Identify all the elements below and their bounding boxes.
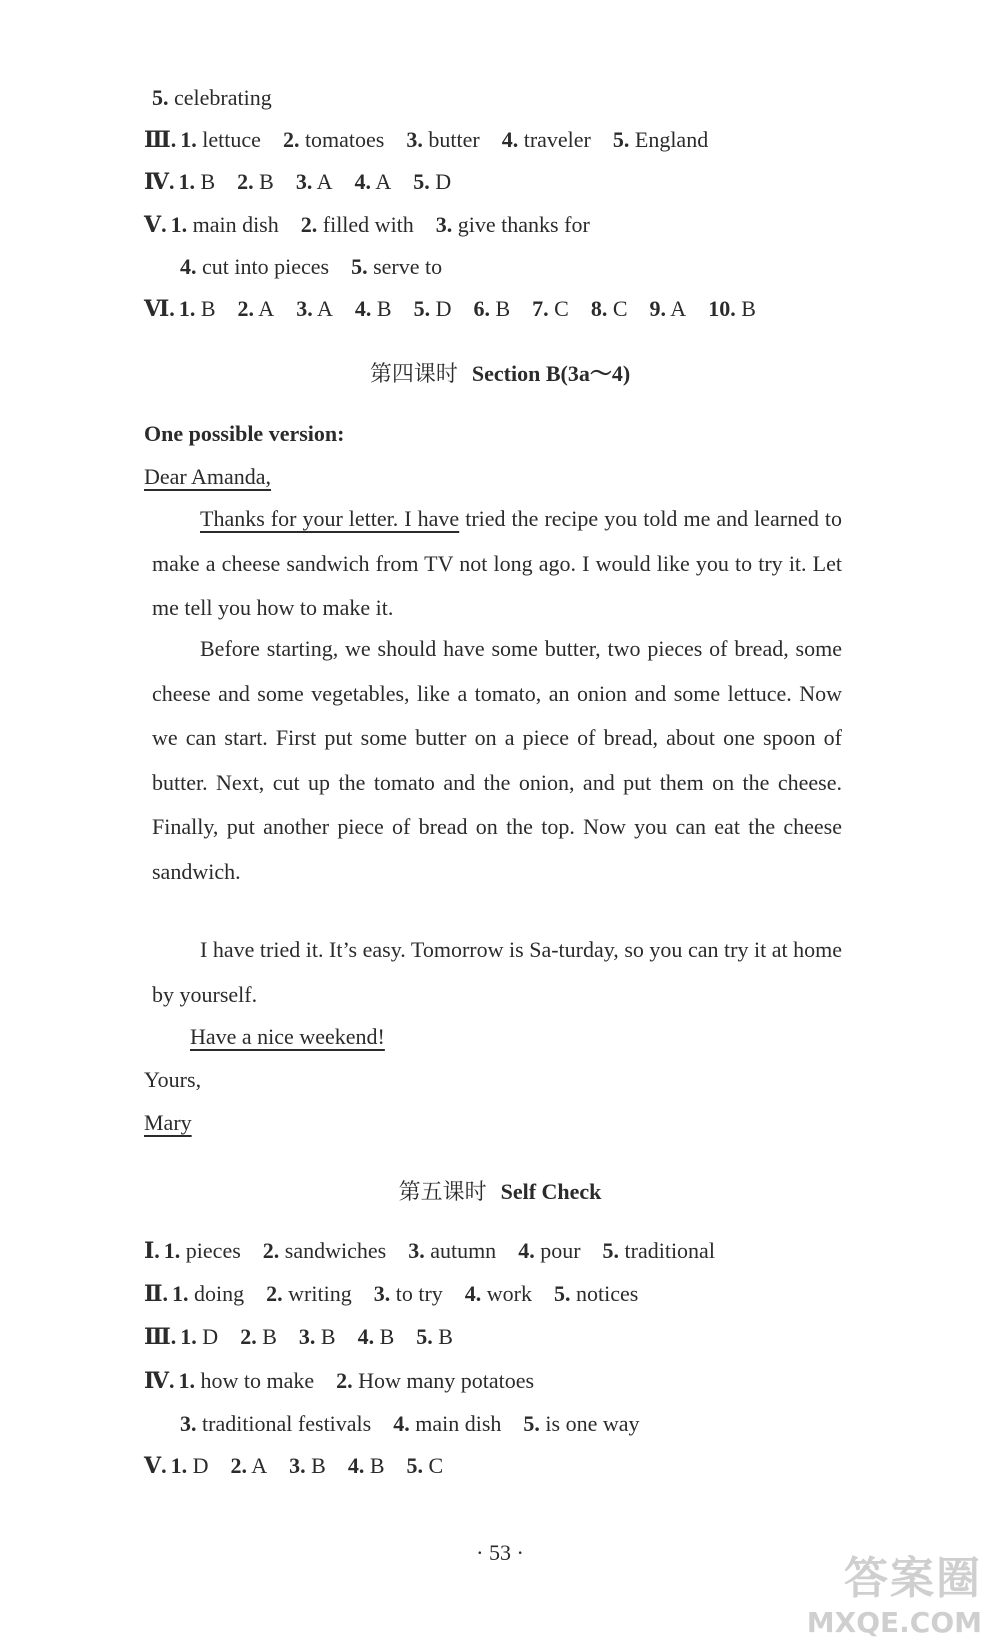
answer-item: 1. pieces <box>163 1238 241 1263</box>
answer-item: 5. traditional <box>602 1238 715 1263</box>
question-label: Ⅴ. <box>144 212 167 237</box>
answer-item: 2. filled with <box>300 212 414 237</box>
letter-paragraph-3: I have tried it. It’s easy. Tomorrow is Sa-turday, so you can try it at home by yourself. <box>152 937 842 1007</box>
answer-line <box>144 1280 638 1308</box>
answer-line <box>144 1367 534 1395</box>
page-number: · 53 · <box>476 1540 524 1565</box>
question-label: Ⅲ. <box>144 1324 177 1349</box>
answer-item: 5. England <box>612 127 709 152</box>
letter-signature: Mary <box>144 1110 192 1135</box>
question-label: Ⅲ. <box>144 127 177 152</box>
answer-item: 4. B <box>347 1453 385 1478</box>
answer-item: 7. C <box>532 296 569 321</box>
answer-item: 2. A <box>237 296 275 321</box>
answer-item: 1. B <box>178 169 216 194</box>
answer-item: 9. A <box>649 296 687 321</box>
answer-item: 3. give thanks for <box>435 212 590 237</box>
answer-item: 4. traveler <box>501 127 591 152</box>
answer-item: 8. C <box>590 296 628 321</box>
version-label: One possible version: <box>144 421 345 446</box>
answer-item: 5. B <box>416 1324 453 1349</box>
answer-line <box>152 84 272 112</box>
question-label: Ⅴ. <box>144 1453 167 1478</box>
answer-line <box>144 211 590 239</box>
answer-item: 1. how to make <box>178 1368 315 1393</box>
answer-item: 4. A <box>354 169 392 194</box>
answer-item: 1. D <box>180 1324 219 1349</box>
watermark <box>807 1542 982 1639</box>
answer-item: 5. celebrating <box>152 85 272 110</box>
answer-item: 3. traditional festivals <box>180 1411 372 1436</box>
watermark-url: MXQE.COM <box>806 1606 982 1639</box>
answer-item: 1. lettuce <box>180 127 261 152</box>
answer-item: 1. D <box>170 1453 209 1478</box>
answer-item: 5. serve to <box>351 254 443 279</box>
section-heading-en: Self Check <box>500 1179 602 1204</box>
answer-item: 4. B <box>357 1324 395 1349</box>
answer-item: 6. B <box>473 296 511 321</box>
answer-line <box>144 168 451 196</box>
letter-closing: Have a nice weekend! <box>190 1024 385 1049</box>
section-heading <box>0 1175 1000 1206</box>
answer-item: 2. B <box>240 1324 277 1349</box>
answer-item: 2. B <box>237 169 274 194</box>
answer-item: 4. work <box>464 1281 533 1306</box>
underlined-phrase: Thanks for your letter. I have <box>200 506 460 531</box>
answer-item: 3. B <box>298 1324 336 1349</box>
answer-item: 2. tomatoes <box>282 127 385 152</box>
answer-item: 4. B <box>354 296 392 321</box>
section-heading-en: Section B(3a～4) <box>471 361 631 386</box>
answer-item: 2. sandwiches <box>262 1238 387 1263</box>
letter-paragraph-1 <box>152 497 842 631</box>
answer-item: 3. to try <box>373 1281 443 1306</box>
answer-item: 4. cut into pieces <box>180 254 330 279</box>
answer-item: 5. D <box>413 296 452 321</box>
answer-item: 3. A <box>295 169 333 194</box>
letter-yours: Yours, <box>144 1067 202 1092</box>
answer-item: 5. notices <box>554 1281 639 1306</box>
answer-item: 5. D <box>413 169 452 194</box>
answer-item: 3. butter <box>406 127 480 152</box>
paragraph-text: tried the recipe you told me and learned to make a cheese sandwich from TV not long ago. I would like you to try it. Let me tell you how to make it. <box>152 506 843 620</box>
answer-item: 3. autumn <box>408 1238 497 1263</box>
answer-line <box>180 1410 640 1438</box>
letter-greeting: Dear Amanda, <box>144 464 272 489</box>
answer-item: 5. C <box>406 1453 444 1478</box>
watermark-logo-text: 答案圈 <box>844 1553 982 1604</box>
section-heading-cn: 第五课时 <box>398 1179 487 1204</box>
section-heading <box>0 357 1000 388</box>
question-label: Ⅰ. <box>144 1238 160 1263</box>
answer-item: 4. pour <box>518 1238 581 1263</box>
answer-line <box>180 253 442 281</box>
question-label: Ⅳ. <box>144 1368 175 1393</box>
answer-item: 1. doing <box>172 1281 245 1306</box>
answer-item: 1. main dish <box>170 212 279 237</box>
answer-item: 3. A <box>296 296 333 321</box>
answer-item: 10. B <box>708 296 756 321</box>
answer-item: 3. B <box>289 1453 326 1478</box>
letter-paragraph-2: Before starting, we should have some butter, two pieces of bread, some cheese and some vegetables, like a tomato, an onion and some lettuce. Now we can start. First put some butter on a piece of bread, about one spoon of butter. Next, cut up the tomato and the onion, and put them on the cheese. Finally, put another piece of bread on the top. Now you can eat the cheese sandwich. <box>152 636 842 884</box>
answer-item: 2. A <box>230 1453 268 1478</box>
question-label: Ⅵ. <box>144 296 175 321</box>
section-heading-cn: 第四课时 <box>369 361 458 386</box>
answer-line <box>144 126 708 154</box>
question-label: Ⅳ. <box>144 169 175 194</box>
answer-item: 5. is one way <box>523 1411 640 1436</box>
answer-item: 1. B <box>178 296 216 321</box>
answer-line <box>144 295 756 323</box>
answer-item: 2. writing <box>266 1281 352 1306</box>
answer-line <box>144 1452 443 1480</box>
answer-item: 4. main dish <box>393 1411 502 1436</box>
answer-item: 2. How many potatoes <box>336 1368 535 1393</box>
answer-line <box>144 1323 453 1351</box>
question-label: Ⅱ. <box>144 1281 169 1306</box>
answer-line <box>144 1237 715 1265</box>
